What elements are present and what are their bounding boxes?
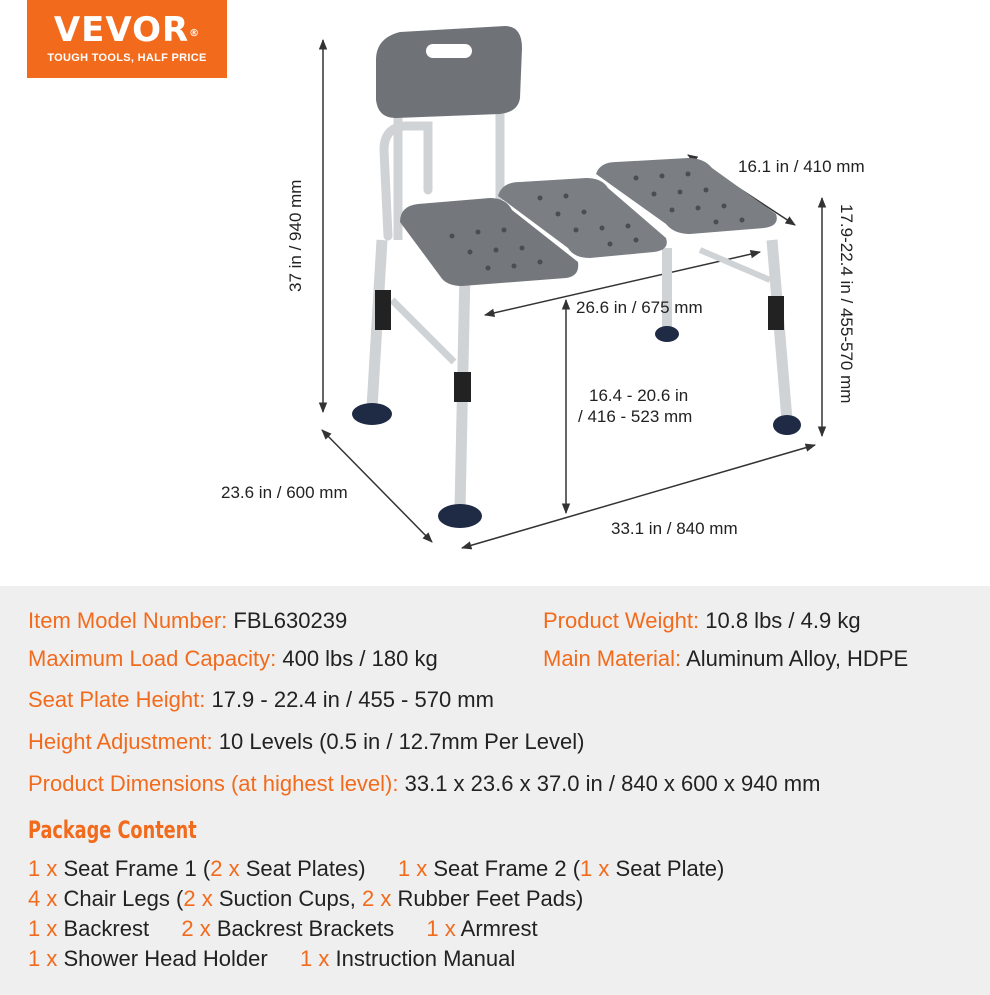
brand-name: VEVOR bbox=[53, 10, 190, 50]
brand-tagline: TOUGH TOOLS, HALF PRICE bbox=[47, 52, 207, 64]
seat-width-label: 26.6 in / 675 mm bbox=[576, 298, 703, 317]
vevor-logo: VEVOR® TOUGH TOOLS, HALF PRICE bbox=[27, 0, 227, 78]
leg-height-label-1: 16.4 - 20.6 in bbox=[589, 386, 689, 405]
package-line-2: 4 x Chair Legs (2 x Suction Cups, 2 x Rubber Feet Pads) bbox=[28, 886, 584, 911]
seat-height-range-label: 17.9-22.4 in / 455-570 mm bbox=[837, 204, 856, 404]
spec-weight: Product Weight: 10.8 lbs / 4.9 kg bbox=[543, 608, 861, 633]
seat-depth-label: 16.1 in / 410 mm bbox=[738, 157, 865, 176]
specs-panel bbox=[0, 586, 990, 995]
bench-illustration bbox=[352, 26, 801, 528]
width-total-label: 33.1 in / 840 mm bbox=[611, 519, 738, 538]
package-line-3: 1 x Backrest 2 x Backrest Brackets 1 x Armrest bbox=[28, 916, 538, 941]
height-total-label: 37 in / 940 mm bbox=[286, 179, 305, 292]
package-line-4: 1 x Shower Head Holder 1 x Instruction Manual bbox=[28, 946, 516, 971]
spec-material: Main Material: Aluminum Alloy, HDPE bbox=[543, 646, 909, 671]
spec-seat-height: Seat Plate Height: 17.9 - 22.4 in / 455 - 570 mm bbox=[28, 687, 494, 712]
leg-height-label-2: / 416 - 523 mm bbox=[578, 407, 693, 426]
spec-model: Item Model Number: FBL630239 bbox=[28, 608, 348, 633]
depth-total-label: 23.6 in / 600 mm bbox=[221, 483, 348, 502]
package-title: Package Content bbox=[28, 816, 197, 844]
spec-height-adjust: Height Adjustment: 10 Levels (0.5 in / 12.7mm Per Level) bbox=[28, 729, 585, 754]
spec-dimensions: Product Dimensions (at highest level): 33.1 x 23.6 x 37.0 in / 840 x 600 x 940 mm bbox=[28, 771, 821, 796]
spec-load: Maximum Load Capacity: 400 lbs / 180 kg bbox=[28, 646, 438, 671]
package-line-1: 1 x Seat Frame 1 (2 x Seat Plates) 1 x Seat Frame 2 (1 x Seat Plate) bbox=[28, 856, 725, 881]
